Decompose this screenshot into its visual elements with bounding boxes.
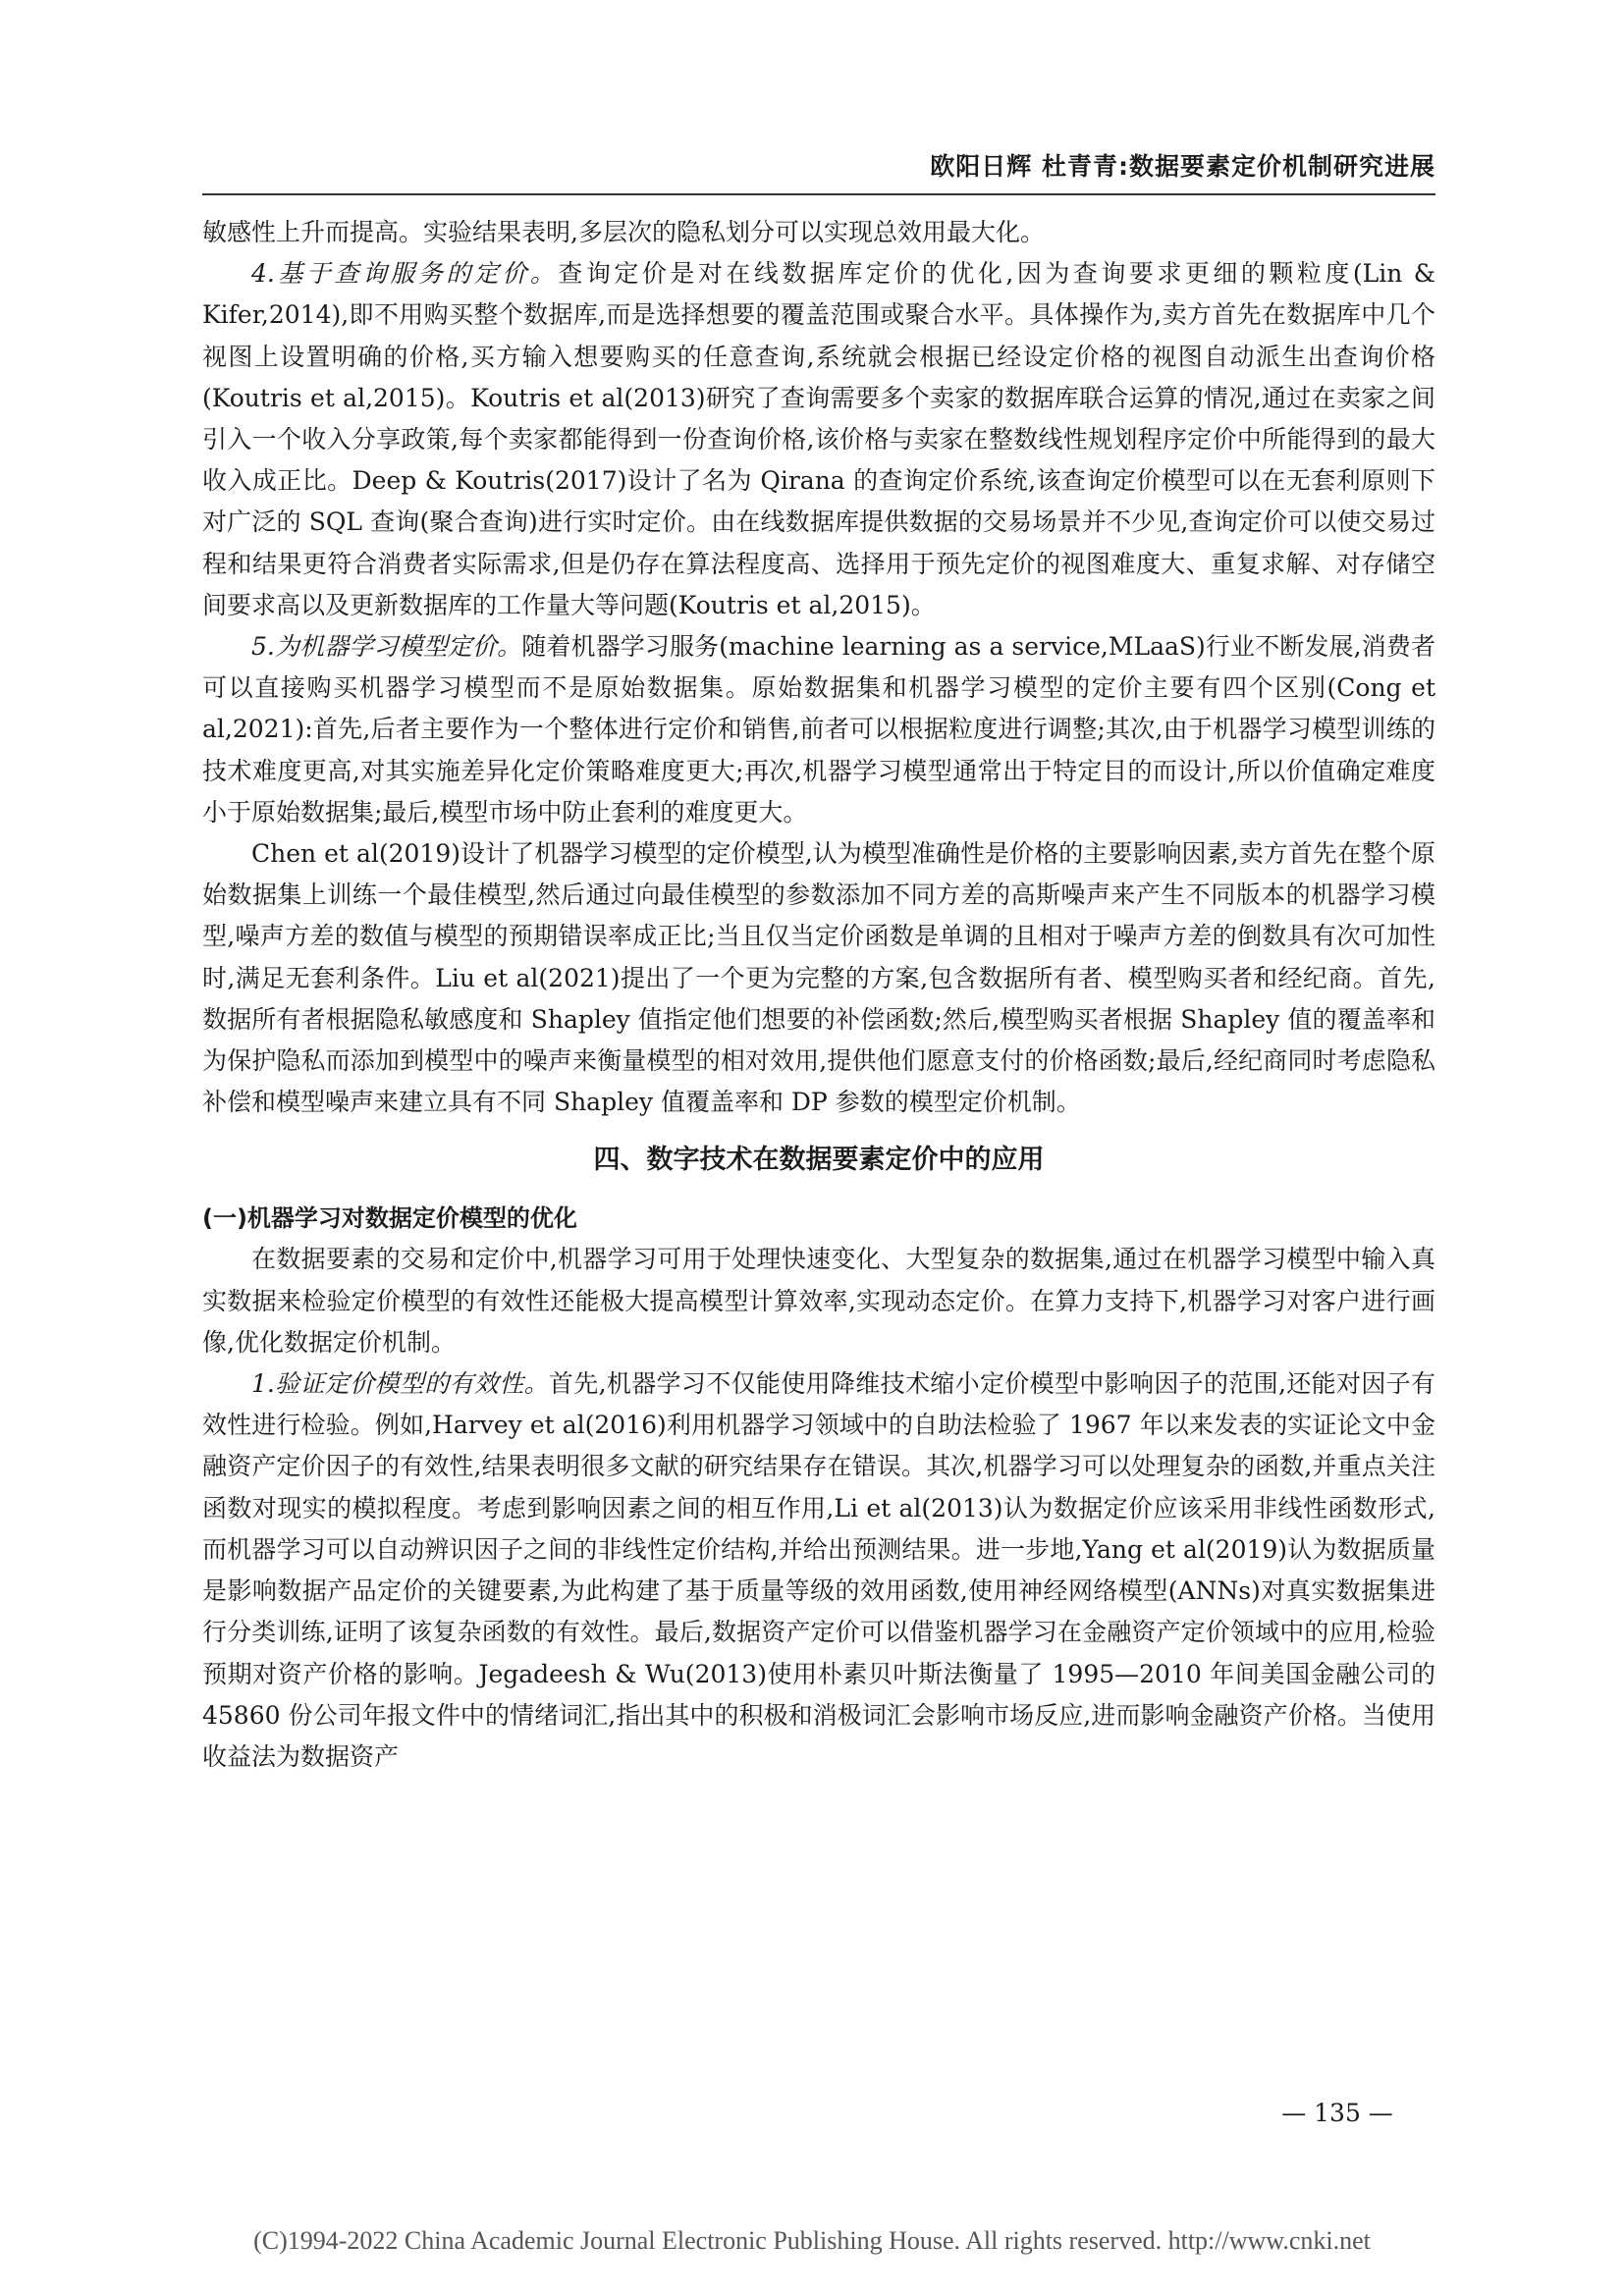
paragraph: 敏感性上升而提高。实验结果表明,多层次的隐私划分可以实现总效用最大化。 bbox=[202, 218, 1045, 246]
paragraph bbox=[202, 253, 1435, 626]
paragraph-text: 首先,机器学习不仅能使用降维技术缩小定价模型中影响因子的范围,还能对因子有效性进行检验。例如,Harvey et al(2016)利用机器学习领域中的自助法检验了 1967 年以来发表的实证论文中金融资产定价因子的有效性,结果表明很多文献的研究结果存在错误。其次,机器学习可以处理复杂的函数,并重点关注函数对现实的模拟程度。考虑到影响因素之间的相互作用,Li et al(2013)认为数据定价应该采用非线性函数形式,而机器学习可以自动辨识因子之间的非线性定价结构,并给出预测结果。进一步地,Yang et al(2019)认为数据质量是影响数据产品定价的关键要素,为此构建了基于质量等级的效用函数,使用神经网络模型(ANNs)对真实数据集进行分类训练,证明了该复杂函数的有效性。最后,数据资产定价可以借鉴机器学习在金融资产定价领域中的应用,检验预期对资产价格的影响。Jegadeesh & Wu(2013)使用朴素贝叶斯法衡量了 1995—2010 年间美国金融公司的 45860 份公司年报文件中的情绪词汇,指出其中的积极和消极词汇会影响市场反应,进而影响金融资产价格。当使用收益法为数据资产 bbox=[202, 1369, 1435, 1771]
header-divider bbox=[202, 193, 1435, 195]
running-header: 欧阳日辉 杜青青:数据要素定价机制研究进展 bbox=[930, 152, 1435, 181]
paragraph: 在数据要素的交易和定价中,机器学习可用于处理快速变化、大型复杂的数据集,通过在机器学习模型中输入真实数据来检验定价模型的有效性还能极大提高模型计算效率,实现动态定价。在算力支持下,机器学习对客户进行画像,优化数据定价机制。 bbox=[202, 1245, 1435, 1357]
paragraph-lead: 5.为机器学习模型定价。 bbox=[251, 632, 522, 662]
paragraph-text: 查询定价是对在线数据库定价的优化,因为查询要求更细的颗粒度(Lin & Kifer,2014),即不用购买整个数据库,而是选择想要的覆盖范围或聚合水平。具体操作为,卖方首先在数据库中几个视图上设置明确的价格,买方输入想要购买的任意查询,系统就会根据已经设定价格的视图自动派生出查询价格(Koutris et al,2015)。Koutris et al(2013)研究了查询需要多个卖家的数据库联合运算的情况,通过在卖家之间引入一个收入分享政策,每个卖家都能得到一份查询价格,该价格与卖家在整数线性规划程序定价中所能得到的最大收入成正比。Deep & Koutris(2017)设计了名为 Qirana 的查询定价系统,该查询定价模型可以在无套利原则下对广泛的 SQL 查询(聚合查询)进行实时定价。由在线数据库提供数据的交易场景并不少见,查询定价可以使交易过程和结果更符合消费者实际需求,但是仍存在算法程度高、选择用于预先定价的视图难度大、重复求解、对存储空间要求高以及更新数据库的工作量大等问题(Koutris et al,2015)。 bbox=[202, 259, 1435, 619]
paragraph bbox=[202, 1363, 1435, 1778]
paragraph bbox=[202, 626, 1435, 833]
copyright-notice: (C)1994-2022 China Academic Journal Electronic Publishing House. All rights reserved. http://www.cnki.net bbox=[253, 2226, 1371, 2255]
paragraph-lead: 1.验证定价模型的有效性。 bbox=[251, 1369, 549, 1399]
paragraph-text: 随着机器学习服务(machine learning as a service,MLaaS)行业不断发展,消费者可以直接购买机器学习模型而不是原始数据集。原始数据集和机器学习模型的定价主要有四个区别(Cong et al,2021):首先,后者主要作为一个整体进行定价和销售,前者可以根据粒度进行调整;其次,由于机器学习模型训练的技术难度更高,对其实施差异化定价策略难度更大;再次,机器学习模型通常出于特定目的而设计,所以价值确定难度小于原始数据集;最后,模型市场中防止套利的难度更大。 bbox=[202, 632, 1435, 827]
page-number: — 135 — bbox=[1281, 2099, 1393, 2127]
paragraph-lead: 4.基于查询服务的定价。 bbox=[251, 259, 559, 289]
subsection-title: (一)机器学习对数据定价模型的优化 bbox=[202, 1204, 577, 1233]
article-body bbox=[202, 212, 1435, 1778]
paragraph: Chen et al(2019)设计了机器学习模型的定价模型,认为模型准确性是价格的主要影响因素,卖方首先在整个原始数据集上训练一个最佳模型,然后通过向最佳模型的参数添加不同方差的高斯噪声来产生不同版本的机器学习模型,噪声方差的数值与模型的预期错误率成正比;当且仅当定价函数是单调的且相对于噪声方差的倒数具有次可加性时,满足无套利条件。Liu et al(2021)提出了一个更为完整的方案,包含数据所有者、模型购买者和经纪商。首先,数据所有者根据隐私敏感度和 Shapley 值指定他们想要的补偿函数;然后,模型购买者根据 Shapley 值的覆盖率和为保护隐私而添加到模型中的噪声来衡量模型的相对效用,提供他们愿意支付的价格函数;最后,经纪商同时考虑隐私补偿和模型噪声来建立具有不同 Shapley 值覆盖率和 DP 参数的模型定价机制。 bbox=[202, 839, 1435, 1117]
section-title: 四、数字技术在数据要素定价中的应用 bbox=[593, 1145, 1045, 1176]
